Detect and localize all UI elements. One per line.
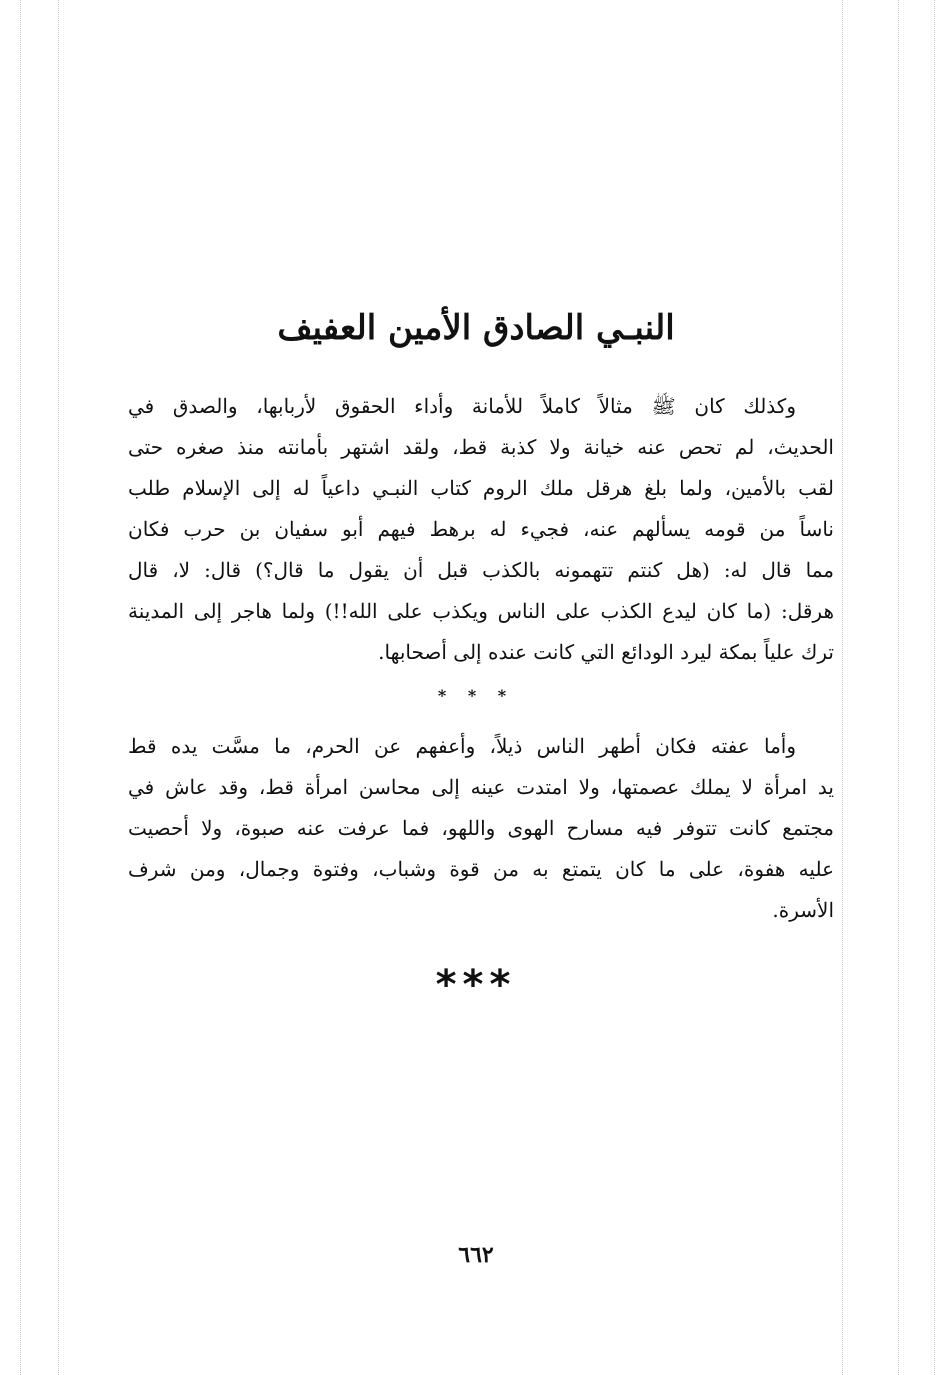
text-line: مجتمع كانت تتوفر فيه مسارح الهوى واللهو، فما عرفت عنه صبوة، ولا أحصيت bbox=[128, 816, 834, 840]
text-line: وأما عفته فكان أطهر الناس ذيلاً، وأعفهم عن الحرم، ما مسَّت يده قط bbox=[128, 734, 796, 758]
page-title: النبـي الصادق الأمين العفيف bbox=[277, 308, 675, 348]
paragraph-honesty bbox=[128, 386, 834, 673]
text-line: لقب بالأمين، ولما بلغ هرقل ملك الروم كتاب النبـي داعياً له إلى الإسلام طلب bbox=[128, 476, 834, 500]
end-separator: *** bbox=[435, 962, 517, 1008]
section-separator: * * * bbox=[437, 686, 515, 705]
page-number: ٦٦٢ bbox=[458, 1242, 494, 1268]
text-line: يد امرأة لا يملك عصمتها، ولا امتدت عينه إلى محاسن امرأة قط، وقد عاش في bbox=[128, 775, 834, 799]
text-line: الحديث، لم تحص عنه خيانة ولا كذبة قط، ولقد اشتهر بأمانته منذ صغره حتى bbox=[128, 435, 834, 459]
text-line: هرقل: (ما كان ليدع الكذب على الناس ويكذب على الله!!) ولما هاجر إلى المدينة bbox=[128, 599, 834, 623]
text-line: مما قال له: (هل كنتم تتهمونه بالكذب قبل أن يقول ما قال؟) قال: لا، قال bbox=[128, 558, 834, 582]
text-line: ترك علياً بمكة ليرد الودائع التي كانت عنده إلى أصحابها. bbox=[378, 640, 834, 664]
paragraph-chastity bbox=[128, 726, 834, 931]
text-line: الأسرة. bbox=[772, 898, 834, 922]
text-line: عليه هفوة، على ما كان يتمتع به من قوة وشباب، وفتوة وجمال، ومن شرف bbox=[128, 857, 834, 881]
text-line: وكذلك كان ﷺ مثالاً كاملاً للأمانة وأداء الحقوق لأربابها، والصدق في bbox=[128, 394, 796, 418]
text-line: ناساً من قومه يسألهم عنه، فجيء له برهط فيهم أبو سفيان بن حرب فكان bbox=[128, 517, 834, 541]
